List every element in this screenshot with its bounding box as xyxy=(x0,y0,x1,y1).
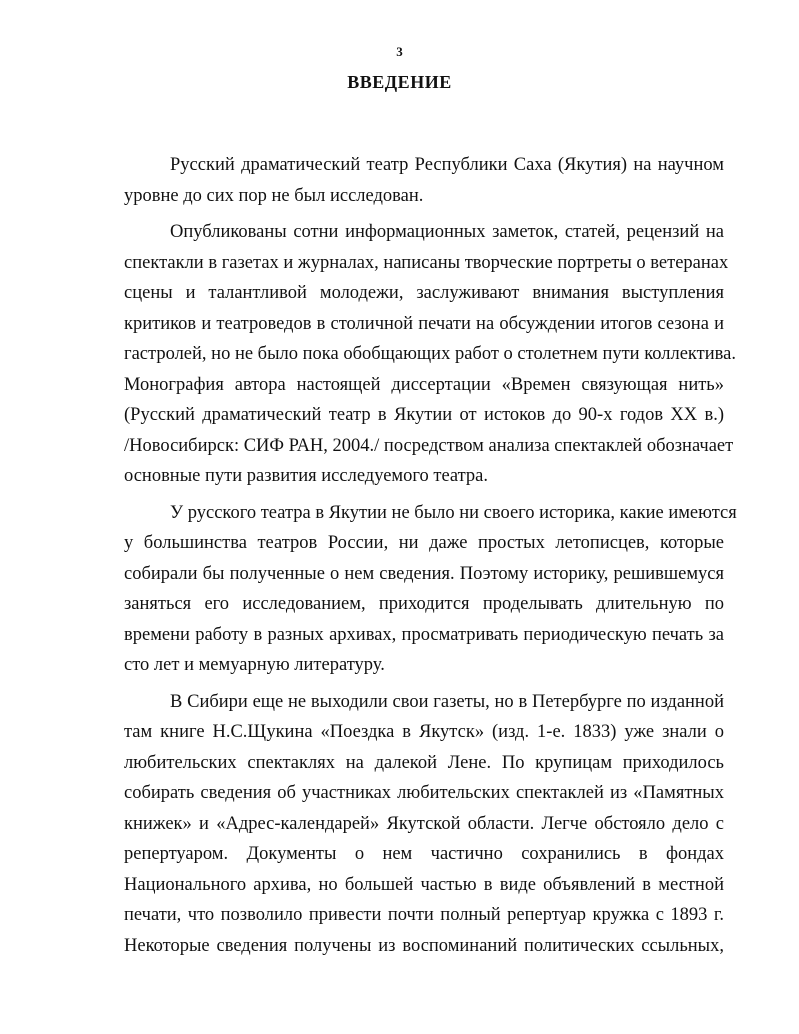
text-line: Русский драматический театр Республики Саха (Якутия) на научном xyxy=(170,155,724,175)
text-line: заняться его исследованием, приходится проделывать длительную по xyxy=(124,594,724,614)
text-line: сцены и талантливой молодежи, заслуживают внимания выступления xyxy=(124,283,724,303)
text-line: Монография автора настоящей диссертации «Времен связующая нить» xyxy=(124,374,724,395)
text-line: (Русский драматический театр в Якутии от истоков до 90-х годов XX в.) xyxy=(124,405,724,425)
text-line: у большинства театров России, ни даже простых летописцев, которые xyxy=(124,533,724,553)
page-number: 3 xyxy=(396,44,403,59)
text-line: собирать сведения об участниках любительских спектаклей из «Памятных xyxy=(124,783,724,803)
text-line: любительских спектаклях на далекой Лене. По крупицам приходилось xyxy=(124,752,724,773)
text-line: В Сибири еще не выходили свои газеты, но в Петербурге по изданной xyxy=(170,691,724,712)
text-line: Национального архива, но большей частью в виде объявлений в местной xyxy=(124,874,724,895)
text-line: репертуаром. Документы о нем частично сохранились в фондах xyxy=(124,844,724,864)
text-line: гастролей, но не было пока обобщающих работ о столетнем пути коллектива. xyxy=(124,344,736,364)
paragraph xyxy=(124,217,736,492)
text-line: там книге Н.С.Щукина «Поездка в Якутск» (изд. 1-е. 1833) уже знали о xyxy=(124,722,724,742)
text-line: спектакли в газетах и журналах, написаны творческие портреты о ветеранах xyxy=(124,252,729,273)
text-line: сто лет и мемуарную литературу. xyxy=(124,655,385,675)
text-line: времени работу в разных архивах, просматривать периодическую печать за xyxy=(124,624,724,645)
text-line: уровне до сих пор не был исследован. xyxy=(124,185,424,206)
text-line: собирали бы полученные о нем сведения. Поэтому историку, решившемуся xyxy=(124,563,724,584)
section-heading: ВВЕДЕНИЕ xyxy=(347,72,452,92)
text-line: Некоторые сведения получены из воспоминаний политических ссыльных, xyxy=(124,935,724,956)
body-text xyxy=(124,150,737,967)
paragraph xyxy=(124,150,724,211)
text-line: /Новосибирск: СИФ РАН, 2004./ посредством анализа спектаклей обозначает xyxy=(124,435,734,456)
text-line: книжек» и «Адрес-календарей» Якутской области. Легче обстояло дело с xyxy=(124,813,724,834)
text-line: основные пути развития исследуемого театра. xyxy=(124,466,489,486)
paragraph xyxy=(124,687,724,962)
text-line: критиков и театроведов в столичной печати на обсуждении итогов сезона и xyxy=(124,313,724,334)
text-line: печати, что позволило привести почти полный репертуар кружка с 1893 г. xyxy=(124,905,724,925)
text-line: Опубликованы сотни информационных заметок, статей, рецензий на xyxy=(170,222,724,242)
paragraph xyxy=(124,498,737,681)
text-line: У русского театра в Якутии не было ни своего историка, какие имеются xyxy=(170,502,737,523)
